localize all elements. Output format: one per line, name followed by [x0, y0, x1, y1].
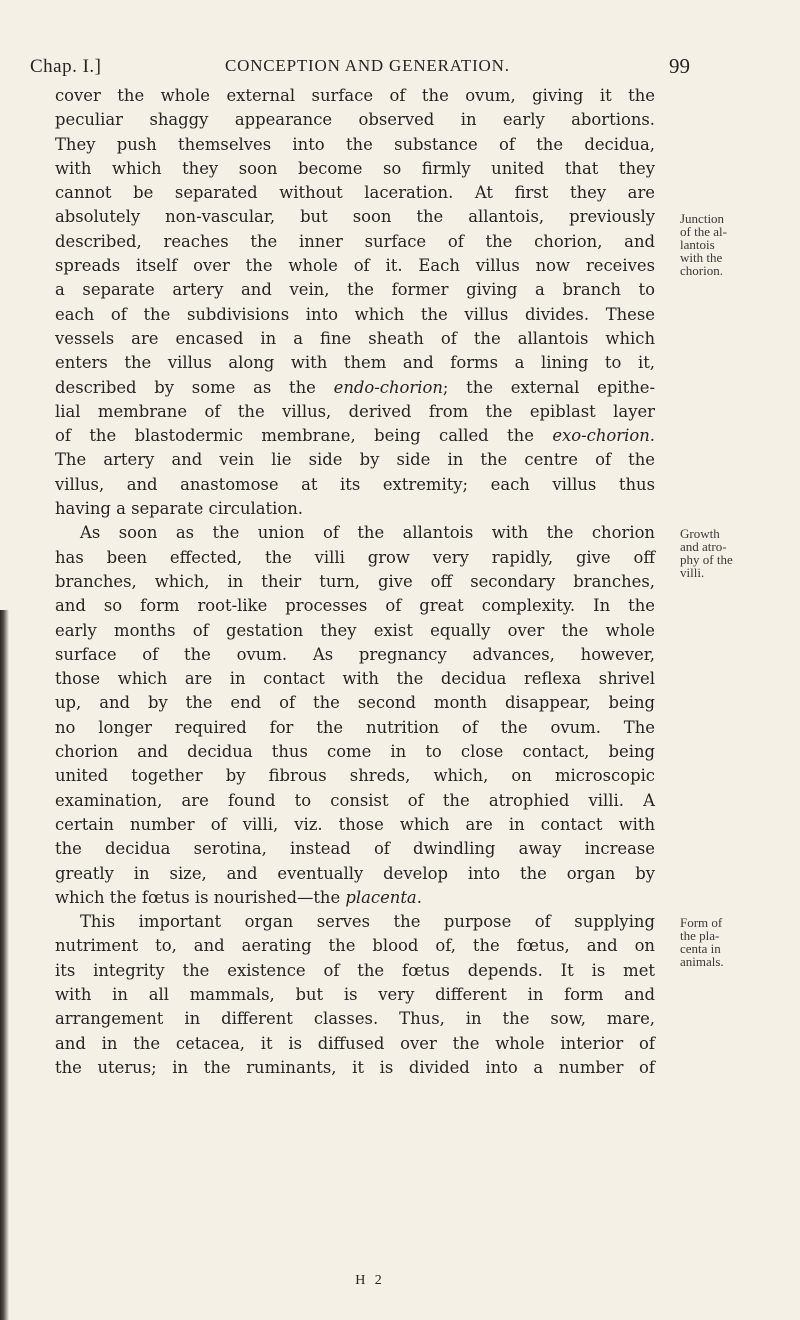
- text-run: This important organ serves the purpose of supplying: [80, 912, 655, 932]
- signature-mark: H 2: [355, 1273, 385, 1288]
- text-run: greatly in size, and eventually develop into the organ by: [55, 863, 655, 883]
- text-line: [55, 278, 655, 302]
- margin-note-line: Junction: [680, 210, 725, 226]
- text-line: [55, 837, 655, 861]
- text-run: its integrity the existence of the fœtus depends. It is met: [55, 960, 655, 980]
- text-line: [55, 84, 655, 108]
- text-line: [55, 1007, 655, 1031]
- text-run: each of the subdivisions into which the villus divides. These: [55, 304, 655, 324]
- text-run: of the blastodermic membrane, being called the: [55, 426, 553, 446]
- text-line: [55, 230, 655, 254]
- text-line: [55, 1056, 655, 1080]
- margin-note-line: the pla-: [680, 928, 720, 944]
- text-line: [55, 181, 655, 205]
- text-line: [55, 740, 655, 764]
- text-line: [55, 303, 655, 327]
- margin-note-line: animals.: [680, 954, 724, 970]
- text-line: [55, 570, 655, 594]
- margin-note-line: of the al-: [680, 223, 727, 239]
- text-run: .: [649, 426, 655, 446]
- text-run: early months of gestation they exist equally over the whole: [55, 620, 655, 640]
- text-run: described, reaches the inner surface of the chorion, and: [55, 231, 655, 251]
- text-line: [55, 716, 655, 740]
- text-run: peculiar shaggy appearance observed in early abortions.: [55, 110, 655, 130]
- margin-note-line: Growth: [680, 526, 720, 542]
- margin-note-line: centa in: [680, 941, 721, 957]
- text-run: nutriment to, and aerating the blood of, the fœtus, and on: [55, 936, 655, 956]
- text-run: enters the villus along with them and forms a lining to it,: [55, 353, 655, 373]
- text-run: chorion and decidua thus come in to close contact, being: [55, 742, 655, 762]
- text-run: having a separate circulation.: [55, 499, 304, 519]
- text-run: branches, which, in their turn, give off secondary branches,: [55, 571, 655, 591]
- text-line: [55, 327, 655, 351]
- text-line: [55, 667, 655, 691]
- chapter-label: Chap. I.]: [30, 56, 102, 77]
- text-line: [55, 376, 655, 400]
- text-line: [55, 789, 655, 813]
- text-line: [55, 959, 655, 983]
- text-line: [55, 764, 655, 788]
- margin-note: [680, 527, 795, 579]
- text-run: certain number of villi, viz. those which are in contact with: [55, 814, 655, 834]
- margin-note-line: lantois: [680, 236, 715, 252]
- page-gutter-shadow: [0, 610, 9, 1320]
- margin-note-line: with the: [680, 249, 723, 265]
- text-run: spreads itself over the whole of it. Each villus now receives: [55, 256, 655, 276]
- text-line: [55, 910, 655, 934]
- text-run: The artery and vein lie side by side in the centre of the: [55, 450, 655, 470]
- running-title: CONCEPTION AND GENERATION.: [225, 56, 510, 75]
- text-line: [55, 497, 655, 521]
- text-line: [55, 934, 655, 958]
- text-run: and in the cetacea, it is diffused over the whole interior of: [55, 1033, 655, 1053]
- text-line: [55, 133, 655, 157]
- text-run: up, and by the end of the second month disappear, being: [55, 693, 655, 713]
- text-line: [55, 1032, 655, 1056]
- text-run: a separate artery and vein, the former giving a branch to: [55, 280, 655, 300]
- text-run: and so form root-like processes of great complexity. In the: [55, 596, 655, 616]
- text-run: arrangement in different classes. Thus, in the sow, mare,: [55, 1009, 655, 1029]
- text-run: lial membrane of the villus, derived from the epiblast layer: [55, 401, 655, 421]
- margin-note-line: Form of: [680, 915, 723, 931]
- margin-note-line: chorion.: [680, 262, 723, 278]
- text-line: [55, 448, 655, 472]
- italic-term: placenta: [345, 887, 417, 907]
- text-line: [55, 546, 655, 570]
- text-line: [55, 108, 655, 132]
- text-run: absolutely non-vascular, but soon the allantois, previously: [55, 207, 655, 227]
- text-run: those which are in contact with the decidua reflexa shrivel: [55, 669, 655, 689]
- text-run: vessels are encased in a fine sheath of the allantois which: [55, 328, 655, 348]
- text-line: [55, 691, 655, 715]
- text-line: [55, 643, 655, 667]
- margin-note: [680, 916, 795, 968]
- text-line: [55, 521, 655, 545]
- text-line: [55, 886, 655, 910]
- text-run: cover the whole external surface of the ovum, giving it the: [55, 86, 655, 105]
- text-run: cannot be separated without laceration. At first they are: [55, 183, 655, 203]
- text-line: [55, 473, 655, 497]
- text-run: which the fœtus is nourished—the: [55, 887, 346, 907]
- text-run: no longer required for the nutrition of the ovum. The: [55, 717, 655, 737]
- margin-note-line: and atro-: [680, 539, 727, 555]
- text-run: described by some as the: [55, 377, 334, 397]
- italic-term: exo-chorion: [552, 426, 650, 446]
- text-line: [55, 157, 655, 181]
- text-run: with in all mammals, but is very different in form and: [55, 984, 655, 1004]
- text-run: villus, and anastomose at its extremity; each villus thus: [55, 474, 655, 494]
- text-line: [55, 594, 655, 618]
- text-line: [55, 400, 655, 424]
- text-run: As soon as the union of the allantois with the chorion: [80, 523, 655, 543]
- text-line: [55, 351, 655, 375]
- margin-note: [680, 212, 795, 277]
- text-run: They push themselves into the substance of the decidua,: [55, 134, 655, 154]
- italic-term: endo-chorion: [333, 377, 443, 397]
- text-line: [55, 862, 655, 886]
- text-line: [55, 619, 655, 643]
- text-run: ; the external epithe-: [442, 377, 655, 397]
- text-run: .: [416, 887, 422, 907]
- text-run: the uterus; in the ruminants, it is divided into a number of: [55, 1057, 655, 1077]
- margin-note-line: villi.: [680, 565, 705, 581]
- text-run: with which they soon become so firmly united that they: [55, 158, 655, 178]
- text-line: [55, 983, 655, 1007]
- running-header: [30, 54, 690, 84]
- text-line: [55, 813, 655, 837]
- text-run: the decidua serotina, instead of dwindling away increase: [55, 839, 655, 859]
- page-number: 99: [669, 54, 690, 78]
- text-line: [55, 424, 655, 448]
- text-run: has been effected, the villi grow very rapidly, give off: [55, 547, 655, 567]
- text-run: examination, are found to consist of the atrophied villi. A: [55, 790, 655, 810]
- margin-note-line: phy of the: [680, 552, 733, 568]
- text-run: surface of the ovum. As pregnancy advances, however,: [55, 644, 655, 664]
- text-line: [55, 205, 655, 229]
- text-line: [55, 254, 655, 278]
- text-run: united together by fibrous shreds, which, on microscopic: [55, 766, 655, 786]
- body-text: [55, 84, 655, 1080]
